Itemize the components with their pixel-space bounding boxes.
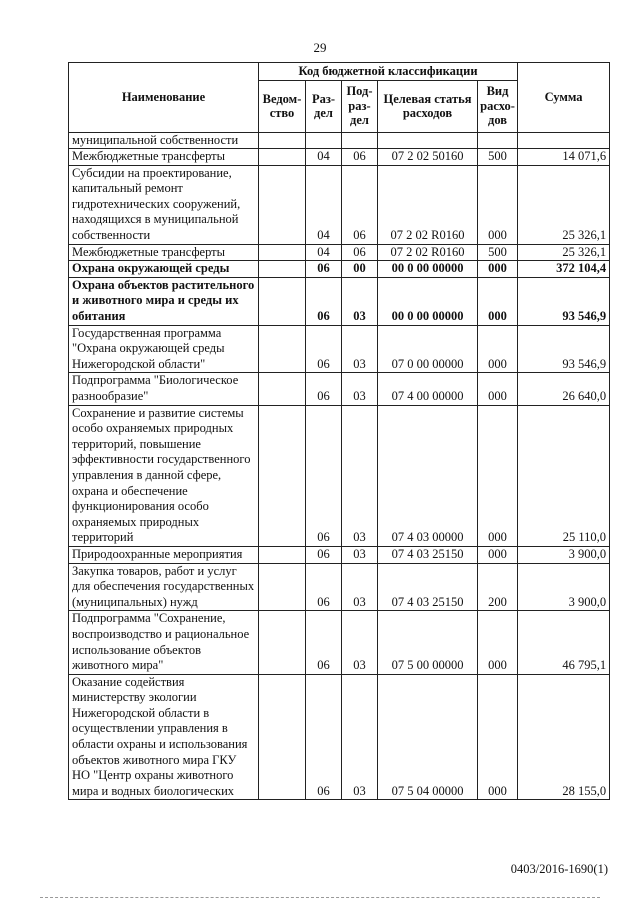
cell-razdel: 06	[306, 546, 342, 563]
cell-vid: 000	[478, 405, 518, 546]
page-bottom-divider	[40, 897, 600, 898]
cell-razdel: 04	[306, 149, 342, 166]
cell-vedomstvo	[259, 325, 306, 373]
cell-razdel: 04	[306, 165, 342, 244]
cell-vedomstvo	[259, 405, 306, 546]
col-header-vid: Вид расхо-дов	[478, 80, 518, 132]
col-header-vedomstvo: Ведом-ство	[259, 80, 306, 132]
cell-name: муниципальной собственности	[69, 132, 259, 149]
cell-vid: 000	[478, 373, 518, 405]
cell-statya: 07 4 03 25150	[378, 546, 478, 563]
cell-podrazdel: 06	[342, 244, 378, 261]
cell-vid: 000	[478, 277, 518, 325]
cell-vid: 000	[478, 325, 518, 373]
page-number: 29	[313, 40, 327, 55]
cell-name: Межбюджетные трансферты	[69, 149, 259, 166]
cell-vid: 000	[478, 165, 518, 244]
cell-statya: 07 4 00 00000	[378, 373, 478, 405]
cell-statya: 07 2 02 R0160	[378, 165, 478, 244]
cell-sum: 26 640,0	[518, 373, 610, 405]
cell-sum: 28 155,0	[518, 674, 610, 800]
cell-name: Межбюджетные трансферты	[69, 244, 259, 261]
cell-razdel: 06	[306, 277, 342, 325]
table-row	[69, 149, 610, 166]
cell-razdel: 06	[306, 674, 342, 800]
cell-sum: 93 546,9	[518, 325, 610, 373]
table-row	[69, 546, 610, 563]
table-header	[69, 63, 610, 133]
cell-name: Охрана объектов растительного и животного мира и среды их обитания	[69, 277, 259, 325]
cell-razdel: 06	[306, 563, 342, 611]
col-header-podrazdel: Под-раз-дел	[342, 80, 378, 132]
cell-vedomstvo	[259, 244, 306, 261]
table-row	[69, 611, 610, 674]
cell-name: Природоохранные мероприятия	[69, 546, 259, 563]
cell-sum: 3 900,0	[518, 563, 610, 611]
cell-podrazdel: 03	[342, 277, 378, 325]
table-row	[69, 132, 610, 149]
cell-statya	[378, 132, 478, 149]
cell-podrazdel: 06	[342, 165, 378, 244]
cell-sum: 93 546,9	[518, 277, 610, 325]
table-row	[69, 674, 610, 800]
cell-podrazdel: 03	[342, 405, 378, 546]
table-row	[69, 325, 610, 373]
cell-sum: 372 104,4	[518, 261, 610, 278]
cell-statya: 07 4 03 00000	[378, 405, 478, 546]
col-header-sum: Сумма	[518, 63, 610, 133]
cell-vedomstvo	[259, 546, 306, 563]
cell-podrazdel: 03	[342, 674, 378, 800]
budget-table	[68, 62, 610, 800]
cell-razdel: 06	[306, 611, 342, 674]
cell-statya: 00 0 00 00000	[378, 261, 478, 278]
cell-vid: 200	[478, 563, 518, 611]
cell-statya: 00 0 00 00000	[378, 277, 478, 325]
cell-vedomstvo	[259, 165, 306, 244]
cell-podrazdel: 03	[342, 325, 378, 373]
cell-vid	[478, 132, 518, 149]
cell-vedomstvo	[259, 611, 306, 674]
cell-podrazdel: 00	[342, 261, 378, 278]
cell-statya: 07 2 02 50160	[378, 149, 478, 166]
table-row	[69, 563, 610, 611]
cell-statya: 07 2 02 R0160	[378, 244, 478, 261]
cell-name: Подпрограмма "Биологическое разнообразие"	[69, 373, 259, 405]
cell-sum: 25 326,1	[518, 244, 610, 261]
cell-statya: 07 5 00 00000	[378, 611, 478, 674]
cell-vid: 500	[478, 149, 518, 166]
cell-name: Оказание содействия министерству экологии Нижегородской области в осуществлении управления в области охраны и использования объектов животного мира ГКУ НО "Центр охраны животного мира и водных биологических	[69, 674, 259, 800]
cell-vedomstvo	[259, 277, 306, 325]
cell-razdel: 06	[306, 325, 342, 373]
cell-vid: 500	[478, 244, 518, 261]
cell-razdel: 06	[306, 405, 342, 546]
cell-sum: 25 326,1	[518, 165, 610, 244]
cell-podrazdel: 03	[342, 373, 378, 405]
col-header-group: Код бюджетной классификации	[259, 63, 518, 81]
cell-name: Государственная программа "Охрана окружающей среды Нижегородской области"	[69, 325, 259, 373]
cell-statya: 07 5 04 00000	[378, 674, 478, 800]
document-code: 0403/2016-1690(1)	[510, 862, 608, 876]
cell-statya: 07 4 03 25150	[378, 563, 478, 611]
cell-sum: 25 110,0	[518, 405, 610, 546]
cell-name: Закупка товаров, работ и услуг для обеспечения государственных (муниципальных) нужд	[69, 563, 259, 611]
cell-sum: 3 900,0	[518, 546, 610, 563]
cell-name: Подпрограмма "Сохранение, воспроизводство и рациональное использование объектов животного мира"	[69, 611, 259, 674]
cell-podrazdel: 03	[342, 546, 378, 563]
cell-name: Субсидии на проектирование, капитальный ремонт гидротехнических сооружений, находящихся в муниципальной собственности	[69, 165, 259, 244]
cell-podrazdel: 03	[342, 563, 378, 611]
cell-vedomstvo	[259, 563, 306, 611]
cell-vedomstvo	[259, 674, 306, 800]
cell-statya: 07 0 00 00000	[378, 325, 478, 373]
cell-razdel: 06	[306, 373, 342, 405]
cell-vid: 000	[478, 674, 518, 800]
cell-podrazdel	[342, 132, 378, 149]
table-row	[69, 373, 610, 405]
cell-vedomstvo	[259, 132, 306, 149]
cell-razdel: 06	[306, 261, 342, 278]
cell-vedomstvo	[259, 373, 306, 405]
cell-vid: 000	[478, 611, 518, 674]
cell-sum: 14 071,6	[518, 149, 610, 166]
table-row	[69, 277, 610, 325]
cell-razdel	[306, 132, 342, 149]
col-header-name: Наименование	[69, 63, 259, 133]
col-header-razdel: Раз-дел	[306, 80, 342, 132]
table-row	[69, 165, 610, 244]
cell-vid: 000	[478, 261, 518, 278]
cell-sum: 46 795,1	[518, 611, 610, 674]
col-header-statya: Целевая статья расходов	[378, 80, 478, 132]
table-row	[69, 405, 610, 546]
cell-vid: 000	[478, 546, 518, 563]
cell-razdel: 04	[306, 244, 342, 261]
cell-podrazdel: 03	[342, 611, 378, 674]
cell-vedomstvo	[259, 261, 306, 278]
cell-name: Сохранение и развитие системы особо охраняемых природных территорий, повышение эффективности государственного управления в данной сфере, охрана и обеспечение функционирования особо охраняемых природных территорий	[69, 405, 259, 546]
table-row	[69, 261, 610, 278]
cell-name: Охрана окружающей среды	[69, 261, 259, 278]
cell-vedomstvo	[259, 149, 306, 166]
cell-podrazdel: 06	[342, 149, 378, 166]
table-row	[69, 244, 610, 261]
table-body	[69, 132, 610, 800]
cell-sum	[518, 132, 610, 149]
